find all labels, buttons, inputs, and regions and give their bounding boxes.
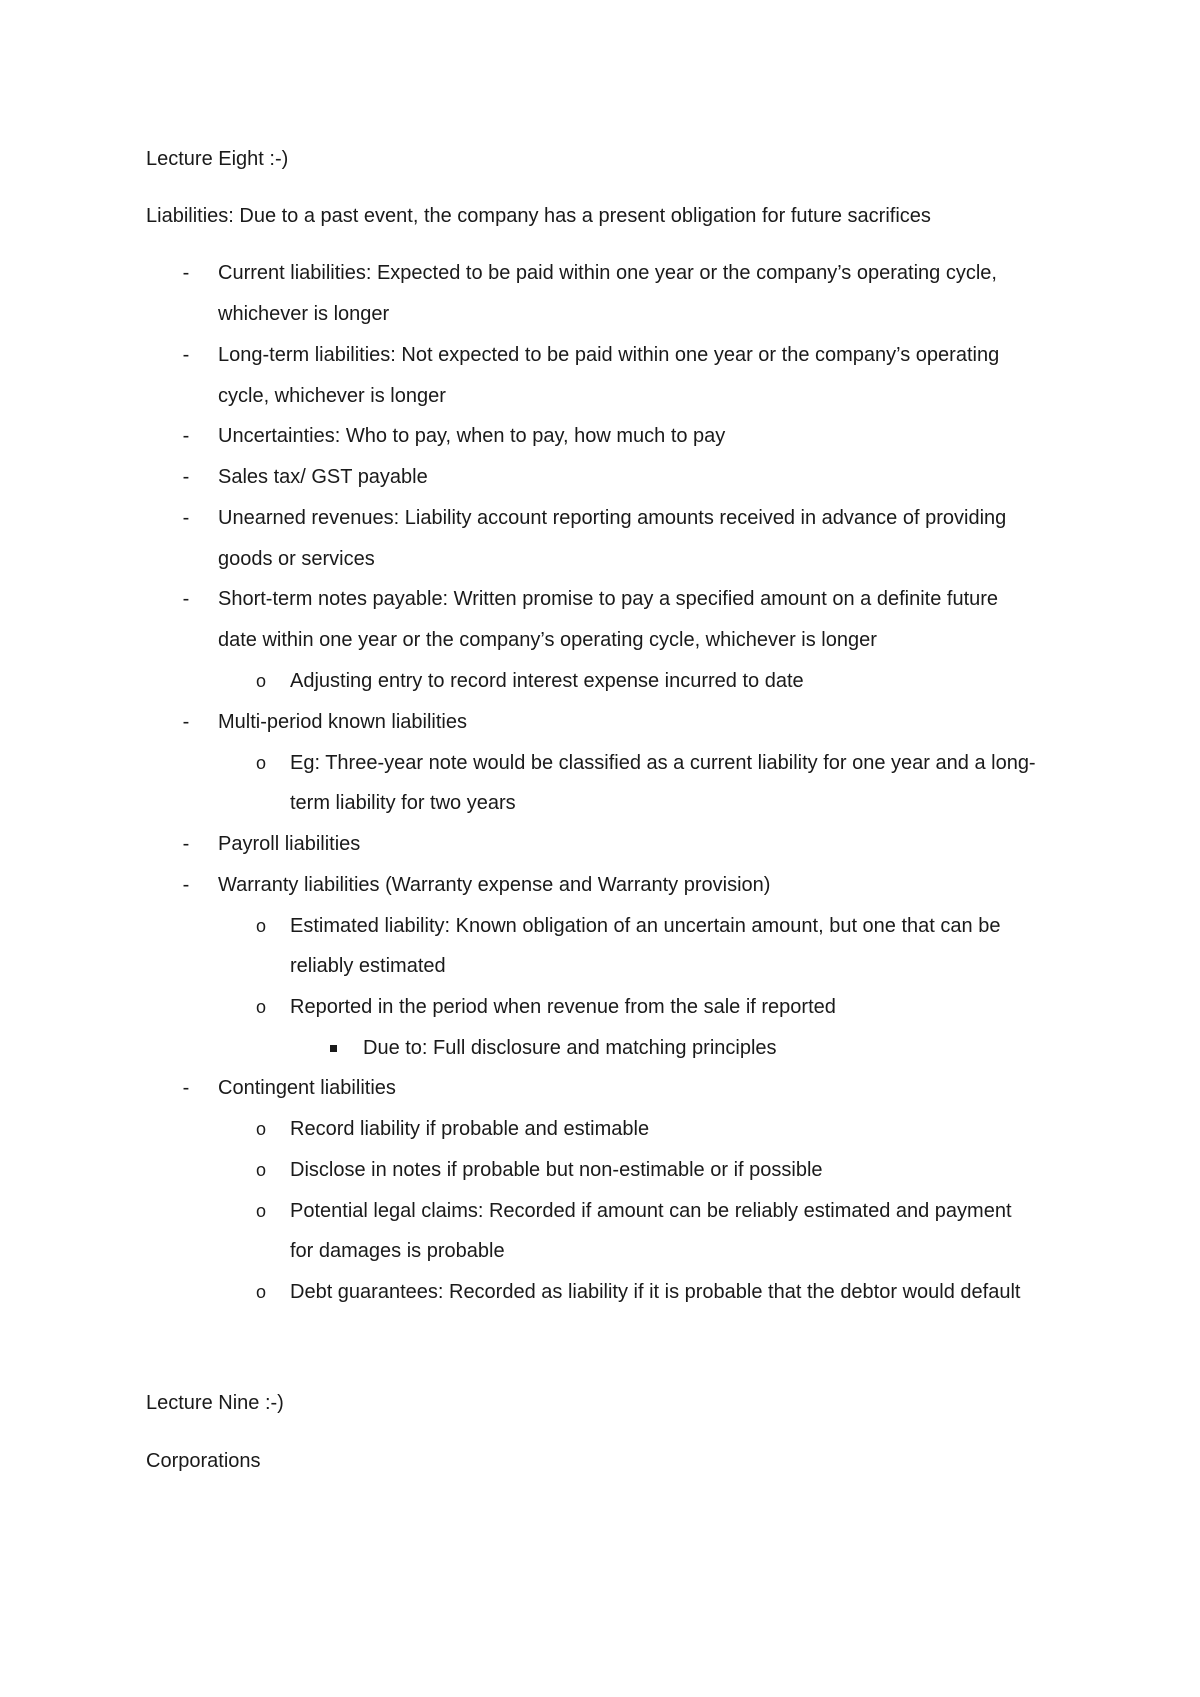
dash-bullet: -	[182, 466, 190, 488]
circle-bullet: o	[255, 671, 266, 691]
unearned-revenues-line2: goods or services	[218, 548, 375, 570]
estimated-liability-line2: reliably estimated	[290, 955, 446, 977]
dash-bullet: -	[182, 588, 190, 610]
legal-claims-line2: for damages is probable	[290, 1240, 505, 1262]
circle-bullet: o	[255, 997, 266, 1017]
dash-bullet: -	[182, 425, 190, 447]
uncertainties-line: Uncertainties: Who to pay, when to pay, how much to pay	[218, 425, 726, 447]
record-liability-line: Record liability if probable and estimable	[290, 1118, 650, 1140]
contingent-liabilities-line: Contingent liabilities	[218, 1077, 396, 1099]
dash-bullet: -	[182, 711, 190, 733]
debt-guarantees-line: Debt guarantees: Recorded as liability if it is probable that the debtor would default	[290, 1281, 1021, 1303]
reported-period-line: Reported in the period when revenue from the sale if reported	[290, 996, 836, 1018]
unearned-revenues-line1: Unearned revenues: Liability account reporting amounts received in advance of providing	[218, 507, 1007, 529]
long-term-liabilities-line1: Long-term liabilities: Not expected to be paid within one year or the company’s operating	[218, 344, 1000, 366]
estimated-liability-line1: Estimated liability: Known obligation of an uncertain amount, but one that can be	[290, 915, 1001, 937]
sales-tax-line: Sales tax/ GST payable	[218, 466, 428, 488]
legal-claims-line1: Potential legal claims: Recorded if amount can be reliably estimated and payment	[290, 1200, 1012, 1222]
current-liabilities-line2: whichever is longer	[218, 303, 390, 325]
lecture-nine-heading: Lecture Nine :-)	[146, 1392, 284, 1414]
three-year-note-line2: term liability for two years	[290, 792, 516, 814]
warranty-liabilities-line: Warranty liabilities (Warranty expense and Warranty provision)	[218, 874, 771, 896]
dash-bullet: -	[182, 833, 190, 855]
circle-bullet: o	[255, 916, 266, 936]
liabilities-intro: Liabilities: Due to a past event, the company has a present obligation for future sacrifices	[146, 205, 931, 227]
multi-period-line: Multi-period known liabilities	[218, 711, 467, 733]
three-year-note-line1: Eg: Three-year note would be classified as a current liability for one year and a long-	[290, 752, 1036, 774]
adjusting-entry-line: Adjusting entry to record interest expense incurred to date	[290, 670, 804, 692]
circle-bullet: o	[255, 753, 266, 773]
short-term-notes-line2: date within one year or the company’s operating cycle, whichever is longer	[218, 629, 877, 651]
payroll-liabilities-line: Payroll liabilities	[218, 833, 361, 855]
dash-bullet: -	[182, 507, 190, 529]
circle-bullet: o	[255, 1282, 266, 1302]
corporations-topic: Corporations	[146, 1450, 261, 1472]
short-term-notes-line1: Short-term notes payable: Written promise to pay a specified amount on a definite future	[218, 588, 999, 610]
dash-bullet: -	[182, 344, 190, 366]
circle-bullet: o	[255, 1201, 266, 1221]
circle-bullet: o	[255, 1119, 266, 1139]
due-to-line: Due to: Full disclosure and matching principles	[363, 1037, 777, 1059]
current-liabilities-line1: Current liabilities: Expected to be paid within one year or the company’s operating cycle,	[218, 262, 997, 284]
dash-bullet: -	[182, 874, 190, 896]
circle-bullet: o	[255, 1160, 266, 1180]
long-term-liabilities-line2: cycle, whichever is longer	[218, 385, 446, 407]
disclose-notes-line: Disclose in notes if probable but non-estimable or if possible	[290, 1159, 823, 1181]
lecture-eight-heading: Lecture Eight :-)	[146, 148, 289, 170]
dash-bullet: -	[182, 262, 190, 284]
square-bullet	[330, 1045, 337, 1052]
dash-bullet: -	[182, 1077, 190, 1099]
